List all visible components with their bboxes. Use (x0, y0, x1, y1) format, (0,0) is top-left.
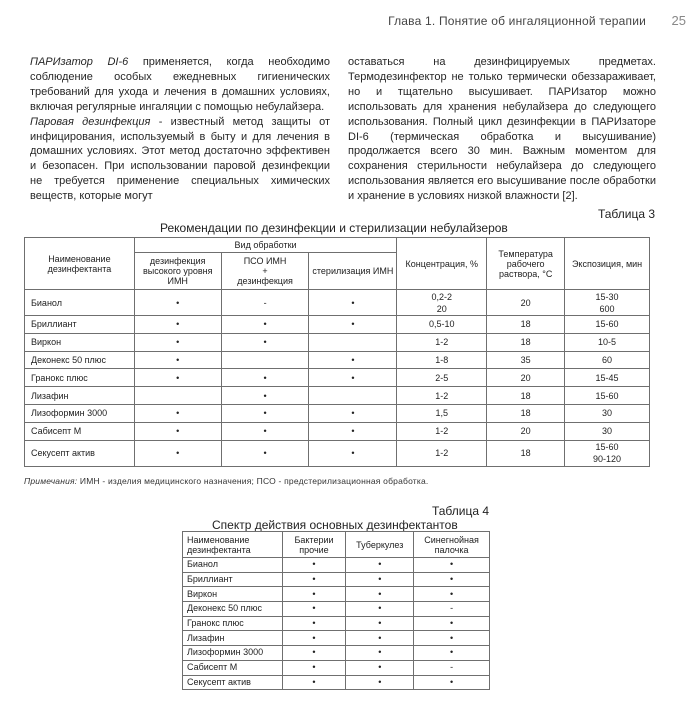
table-row (25, 404, 650, 422)
disinfectant-name-cell: Бриллиант (183, 572, 283, 587)
disinfectant-name-cell: Лизоформин 3000 (25, 404, 135, 422)
temperature-cell: 20 (487, 369, 565, 387)
pso-disinfection-cell: • (221, 404, 309, 422)
bacteria-cell: • (282, 616, 346, 631)
temperature-cell: 35 (487, 351, 565, 369)
cell-line: 0,5-10 (429, 319, 455, 330)
cell-line: 10-5 (598, 337, 617, 348)
pseudomonas-cell: • (414, 675, 490, 690)
table-row (183, 587, 490, 602)
cell-line: 1-2 (435, 426, 449, 437)
sterilization-cell: • (309, 369, 397, 387)
exposure-cell (565, 440, 650, 466)
tuberculosis-cell: • (346, 660, 414, 675)
disinfectant-name-cell: Деконекс 50 плюс (183, 602, 283, 617)
temperature-cell: 18 (487, 387, 565, 405)
disinfectant-name-cell: Деконекс 50 плюс (25, 351, 135, 369)
table-row (25, 440, 650, 466)
pseudomonas-cell: • (414, 646, 490, 661)
paragraph-text: применяется, когда необходимо соблюдение особых ежедневных гигиенических требований для ухода и лечения в домашних условиях, включая регулярные ингаляции с помощью небулайзера. (30, 56, 330, 113)
cell-line: 15-30 (595, 291, 619, 302)
pso-disinfection-cell: • (221, 387, 309, 405)
header-line: + (262, 266, 268, 276)
bacteria-cell: • (282, 631, 346, 646)
cell-line: 0,2-2 (431, 291, 453, 302)
concentration-cell (397, 404, 487, 422)
header-sterilization: стерилизация ИМН (309, 253, 397, 290)
high-level-disinfection-cell: • (134, 351, 221, 369)
paragraph-lead: Паровая дезинфекция (30, 115, 151, 128)
disinfectant-name-cell: Сабисепт М (183, 660, 283, 675)
bacteria-cell: • (282, 572, 346, 587)
high-level-disinfection-cell: • (134, 440, 221, 466)
table-row (183, 616, 490, 631)
high-level-disinfection-cell: • (134, 422, 221, 440)
concentration-cell (397, 369, 487, 387)
exposure-cell (565, 290, 650, 316)
tuberculosis-cell: • (346, 558, 414, 573)
concentration-cell (397, 440, 487, 466)
table-row (25, 387, 650, 405)
pseudomonas-cell: - (414, 660, 490, 675)
bacteria-cell: • (282, 587, 346, 602)
cell-line: 30 (602, 408, 613, 419)
cell-line: 90-120 (593, 454, 622, 465)
tuberculosis-cell: • (346, 631, 414, 646)
tuberculosis-cell: • (346, 602, 414, 617)
table-row (25, 422, 650, 440)
table-title: Спектр действия основных дезинфектантов (212, 518, 458, 532)
high-level-disinfection-cell: • (134, 290, 221, 316)
disinfectant-name-cell: Бриллиант (25, 316, 135, 334)
table-row (183, 572, 490, 587)
temperature-cell: 18 (487, 333, 565, 351)
paragraph-parizator (30, 55, 330, 115)
sterilization-cell: • (309, 440, 397, 466)
exposure-cell (565, 404, 650, 422)
disinfectant-name-cell: Гранокс плюс (183, 616, 283, 631)
table-row (183, 631, 490, 646)
pso-disinfection-cell: - (221, 290, 309, 316)
cell-line: 1-8 (435, 354, 449, 365)
pso-disinfection-cell (221, 351, 309, 369)
cell-line: 15-60 (595, 319, 619, 330)
cell-line: 2-5 (435, 372, 449, 383)
sterilization-cell (309, 333, 397, 351)
bacteria-cell: • (282, 558, 346, 573)
pso-disinfection-cell: • (221, 369, 309, 387)
note-text: ИМН - изделия медицинского назначения; ПСО - предстерилизационная обработка. (77, 476, 429, 486)
exposure-cell (565, 422, 650, 440)
cell-line: 1-2 (435, 390, 449, 401)
disinfectant-name-cell: Гранокс плюс (25, 369, 135, 387)
table-row (183, 602, 490, 617)
cell-line: 1-2 (435, 337, 449, 348)
table-row (25, 333, 650, 351)
sterilization-cell: • (309, 422, 397, 440)
table-body (183, 558, 490, 690)
pseudomonas-cell: • (414, 558, 490, 573)
page-number: 25 (671, 13, 686, 28)
tuberculosis-cell: • (346, 675, 414, 690)
sterilization-cell: • (309, 404, 397, 422)
table-caption: Таблица 4 (431, 504, 489, 518)
temperature-cell: 20 (487, 422, 565, 440)
header-line: дезинфекция (237, 276, 293, 286)
concentration-cell (397, 333, 487, 351)
text-column-left (30, 55, 330, 204)
bacteria-cell: • (282, 646, 346, 661)
cell-line: 15-60 (595, 442, 619, 453)
table-row (25, 369, 650, 387)
sterilization-cell: • (309, 290, 397, 316)
concentration-cell (397, 316, 487, 334)
disinfectant-name-cell: Лизафин (25, 387, 135, 405)
bacteria-cell: • (282, 675, 346, 690)
temperature-cell: 18 (487, 440, 565, 466)
cell-line: 1,5 (435, 408, 449, 419)
concentration-cell (397, 290, 487, 316)
header-high-level-disinfection: дезинфекция высокого уровня ИМН (134, 253, 221, 290)
cell-line: 15-45 (595, 372, 619, 383)
text-column-right (348, 55, 656, 204)
cell-line: 1-2 (435, 448, 449, 459)
spectrum-table (182, 531, 490, 690)
disinfectant-name-cell: Виркон (183, 587, 283, 602)
exposure-cell (565, 351, 650, 369)
pseudomonas-cell: • (414, 631, 490, 646)
header-exposure: Экспозиция, мин (565, 238, 650, 290)
disinfectant-name-cell: Лизафин (183, 631, 283, 646)
header-name: Наименование дезинфектанта (25, 238, 135, 290)
tuberculosis-cell: • (346, 616, 414, 631)
pso-disinfection-cell: • (221, 440, 309, 466)
table-row (25, 351, 650, 369)
body-text (30, 55, 658, 205)
temperature-cell: 20 (487, 290, 565, 316)
concentration-cell (397, 351, 487, 369)
paragraph-lead: ПАРИзатор DI-6 (30, 56, 129, 68)
pseudomonas-cell: • (414, 572, 490, 587)
bacteria-cell: • (282, 660, 346, 675)
exposure-cell (565, 333, 650, 351)
header-line: ПСО ИМН (243, 256, 287, 266)
temperature-cell: 18 (487, 404, 565, 422)
cell-line: 20 (436, 303, 447, 314)
tuberculosis-cell: • (346, 646, 414, 661)
disinfectant-name-cell: Секусепт актив (183, 675, 283, 690)
table-row (183, 646, 490, 661)
table-note (24, 476, 429, 486)
concentration-cell (397, 422, 487, 440)
disinfectant-name-cell: Сабисепт М (25, 422, 135, 440)
pseudomonas-cell: - (414, 602, 490, 617)
table-row (25, 290, 650, 316)
disinfectant-name-cell: Лизоформин 3000 (183, 646, 283, 661)
disinfectant-name-cell: Виркон (25, 333, 135, 351)
disinfectant-name-cell: Бианол (25, 290, 135, 316)
table-row (183, 675, 490, 690)
note-label: Примечания: (24, 476, 78, 486)
header-concentration: Концентрация, % (397, 238, 487, 290)
disinfection-table (24, 237, 650, 467)
high-level-disinfection-cell: • (134, 316, 221, 334)
sterilization-cell: • (309, 316, 397, 334)
high-level-disinfection-cell: • (134, 369, 221, 387)
high-level-disinfection-cell: • (134, 333, 221, 351)
pso-disinfection-cell: • (221, 316, 309, 334)
pseudomonas-cell: • (414, 587, 490, 602)
disinfectant-name-cell: Бианол (183, 558, 283, 573)
header-pso-disinfection (221, 253, 309, 290)
concentration-cell (397, 387, 487, 405)
bacteria-cell: • (282, 602, 346, 617)
cell-line: 30 (602, 426, 613, 437)
table-row (183, 558, 490, 573)
cell-line: 600 (599, 303, 615, 314)
table-title: Рекомендации по дезинфекции и стерилизации небулайзеров (160, 221, 508, 235)
header-bacteria: Бактерии прочие (282, 532, 346, 558)
paragraph-continuation: оставаться на дезинфицируемых предметах. Термодезинфектор не только термически обеззараживает, но и тщательно высушивает. ПАРИзатор можно использовать для хранения небулайзера до следующего использования. Полный цикл дезинфекции в ПАРИзаторе DI-6 (термическая обработка и высушивание) продолжается всего 30 мин. Важным моментом для сохранения стерильности небулайзера до следующего использования является его высушивание после обработки и хранение в условиях низкой влажности [2]. (348, 56, 656, 203)
header-tuberculosis: Туберкулез (346, 532, 414, 558)
table-row (183, 660, 490, 675)
paragraph-text: - известный метод защиты от инфицирования, используемый в быту и для лечения в домашних условиях. Этот метод достаточно эффективен и безопасен. При использовании паровой дезинфекции не требуется применение специальных химических веществ, которые могут (30, 115, 330, 203)
pso-disinfection-cell: • (221, 422, 309, 440)
header-treatment-type: Вид обработки (134, 238, 397, 253)
high-level-disinfection-cell: • (134, 404, 221, 422)
paragraph-steam (30, 115, 330, 204)
pseudomonas-cell: • (414, 616, 490, 631)
chapter-title: Глава 1. Понятие об ингаляционной терапии (388, 14, 646, 28)
tuberculosis-cell: • (346, 587, 414, 602)
page-header (0, 14, 692, 34)
table-caption: Таблица 3 (597, 207, 655, 221)
header-name: Наименование дезинфектанта (183, 532, 283, 558)
cell-line: 15-60 (595, 390, 619, 401)
header-pseudomonas: Синегнойная палочка (414, 532, 490, 558)
header-temperature: Температура рабочего раствора, °С (487, 238, 565, 290)
exposure-cell (565, 387, 650, 405)
tuberculosis-cell: • (346, 572, 414, 587)
table-body (25, 290, 650, 467)
disinfectant-name-cell: Секусепт актив (25, 440, 135, 466)
temperature-cell: 18 (487, 316, 565, 334)
sterilization-cell: • (309, 351, 397, 369)
table-row (25, 316, 650, 334)
high-level-disinfection-cell (134, 387, 221, 405)
exposure-cell (565, 316, 650, 334)
sterilization-cell (309, 387, 397, 405)
exposure-cell (565, 369, 650, 387)
pso-disinfection-cell: • (221, 333, 309, 351)
cell-line: 60 (602, 354, 613, 365)
